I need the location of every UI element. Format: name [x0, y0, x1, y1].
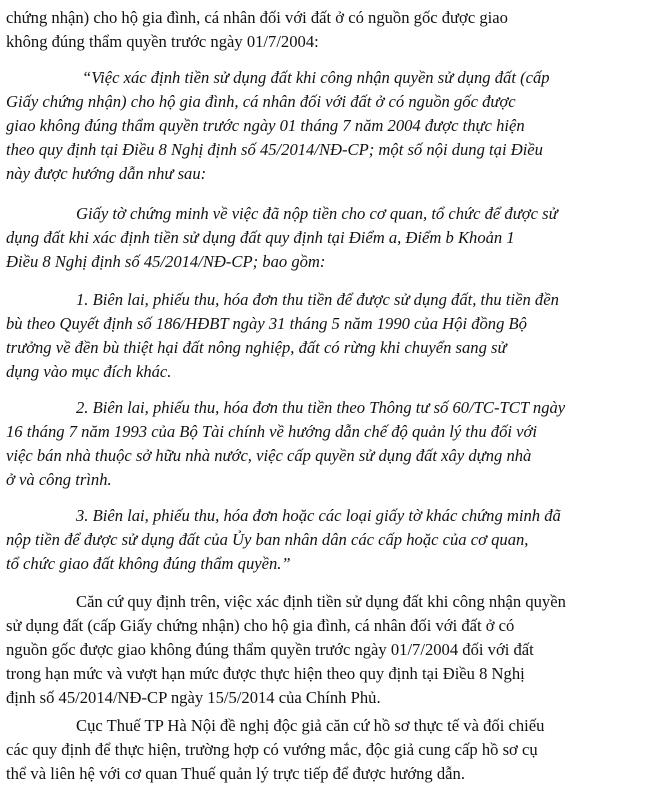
text-line: tổ chức giao đất không đúng thẩm quyền.”	[6, 554, 291, 573]
text-line: Giấy chứng nhận) cho hộ gia đình, cá nhân đối với đất ở có nguồn gốc được	[6, 92, 516, 111]
text-line: sử dụng đất (cấp Giấy chứng nhận) cho hộ gia đình, cá nhân đối với đất ở có	[6, 616, 515, 635]
text-line: Cục Thuế TP Hà Nội đề nghị độc giả căn cứ hồ sơ thực tế và đối chiếu	[76, 716, 545, 735]
text-line: trưởng về đền bù thiệt hại đất nông nghiệp, đất có rừng khi chuyển sang sử	[6, 338, 507, 357]
text-line: theo quy định tại Điều 8 Nghị định số 45/2014/NĐ-CP; một số nội dung tại Điều	[6, 140, 543, 159]
text-line: nộp tiền để được sử dụng đất của Ủy ban nhân dân các cấp hoặc của cơ quan,	[6, 530, 529, 549]
text-line: thể và liên hệ với cơ quan Thuế quản lý trực tiếp để được hướng dẫn.	[6, 764, 465, 783]
text-line: ở và công trình.	[6, 470, 112, 489]
text-line: nguồn gốc được giao không đúng thẩm quyền trước ngày 01/7/2004 đối với đất	[6, 640, 534, 659]
text-line: “Việc xác định tiền sử dụng đất khi công nhận quyền sử dụng đất (cấp	[82, 68, 550, 87]
text-line: Điều 8 Nghị định số 45/2014/NĐ-CP; bao gồm:	[6, 252, 326, 271]
text-line: 1. Biên lai, phiếu thu, hóa đơn thu tiền để được sử dụng đất, thu tiền đền	[76, 290, 559, 309]
text-line: chứng nhận) cho hộ gia đình, cá nhân đối với đất ở có nguồn gốc được giao	[6, 8, 508, 27]
text-line: 3. Biên lai, phiếu thu, hóa đơn hoặc các loại giấy tờ khác chứng minh đã	[76, 506, 561, 525]
text-line: giao không đúng thẩm quyền trước ngày 01 tháng 7 năm 2004 được thực hiện	[6, 116, 525, 135]
text-line: Căn cứ quy định trên, việc xác định tiền sử dụng đất khi công nhận quyền	[76, 592, 566, 611]
text-line: 16 tháng 7 năm 1993 của Bộ Tài chính về hướng dẫn chế độ quản lý thu đối với	[6, 422, 537, 441]
text-line: trong hạn mức và vượt hạn mức được thực hiện theo quy định tại Điều 8 Nghị	[6, 664, 525, 683]
text-line: không đúng thẩm quyền trước ngày 01/7/2004:	[6, 32, 319, 51]
text-line: dụng vào mục đích khác.	[6, 362, 172, 381]
text-line: Giấy tờ chứng minh về việc đã nộp tiền cho cơ quan, tổ chức để được sử	[76, 204, 558, 223]
text-line: 2. Biên lai, phiếu thu, hóa đơn thu tiền theo Thông tư số 60/TC-TCT ngày	[76, 398, 566, 417]
text-line: này được hướng dẫn như sau:	[6, 164, 207, 183]
text-line: bù theo Quyết định số 186/HĐBT ngày 31 tháng 5 năm 1990 của Hội đồng Bộ	[6, 314, 527, 333]
text-line: các quy định để thực hiện, trường hợp có vướng mắc, độc giả cung cấp hồ sơ cụ	[6, 740, 538, 759]
text-line: định số 45/2014/NĐ-CP ngày 15/5/2014 của Chính Phủ.	[6, 688, 381, 707]
text-line: việc bán nhà thuộc sở hữu nhà nước, việc cấp quyền sử dụng đất xây dựng nhà	[6, 446, 532, 465]
text-line: dụng đất khi xác định tiền sử dụng đất quy định tại Điểm a, Điểm b Khoản 1	[6, 228, 515, 247]
